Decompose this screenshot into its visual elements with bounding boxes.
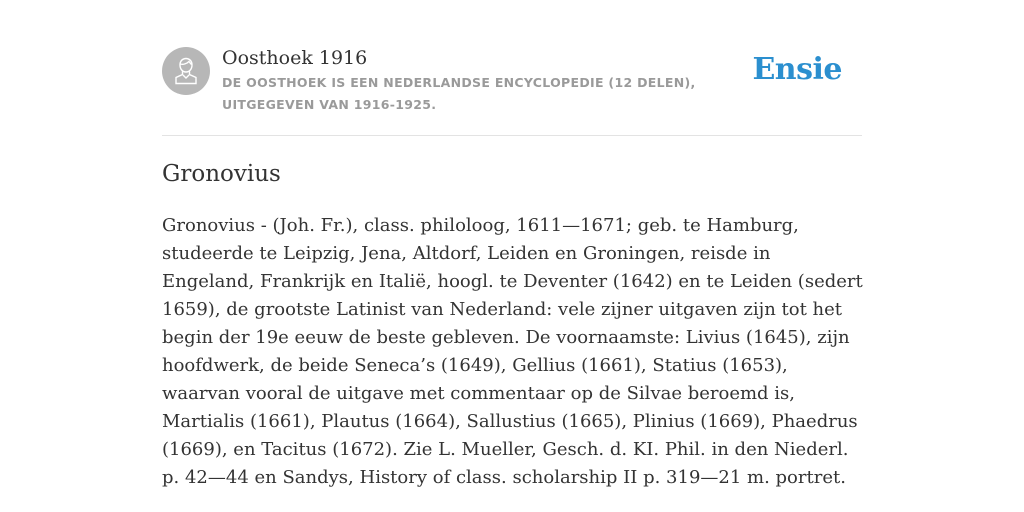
source-info (222, 46, 762, 116)
source-header (162, 0, 862, 136)
user-icon (174, 57, 198, 85)
source-avatar[interactable] (162, 47, 210, 95)
ensie-logo[interactable]: Ensie (752, 52, 842, 87)
page-container (162, 0, 863, 488)
entry-body: Gronovius - (Joh. Fr.), class. philoloog, 1611—1671; geb. te Hamburg, studeerde te Leipzig, Jena, Altdorf, Leiden en Groningen, reisde in Engeland, Frankrijk en Italië, hoogl. te Deventer (1642) en te Leiden (sedert 1659), de grootste Latinist van Nederland: vele zijner uitgaven zijn tot het begin der 19e eeuw de beste gebleven. De voornaamste: Livius (1645), zijn hoofdwerk, de beide Seneca’s (1649), Gellius (1661), Statius (1653), waarvan vooral de uitgave met commentaar op de Silvae beroemd is, Martialis (1661), Plautus (1664), Sallustius (1665), Plinius (1669), Phaedrus (1669), en Tacitus (1672). Zie L. Mueller, Gesch. d. KI. Phil. in den Niederl. p. 42—44 en Sandys, History of class. scholarship II p. 319—21 m. portret. (162, 215, 863, 488)
source-title[interactable]: Oosthoek 1916 (222, 47, 368, 69)
entry-title: Gronovius (162, 161, 281, 187)
source-description: DE OOSTHOEK IS EEN NEDERLANDSE ENCYCLOPEDIE (12 DELEN), UITGEGEVEN VAN 1916-1925. (222, 75, 696, 112)
